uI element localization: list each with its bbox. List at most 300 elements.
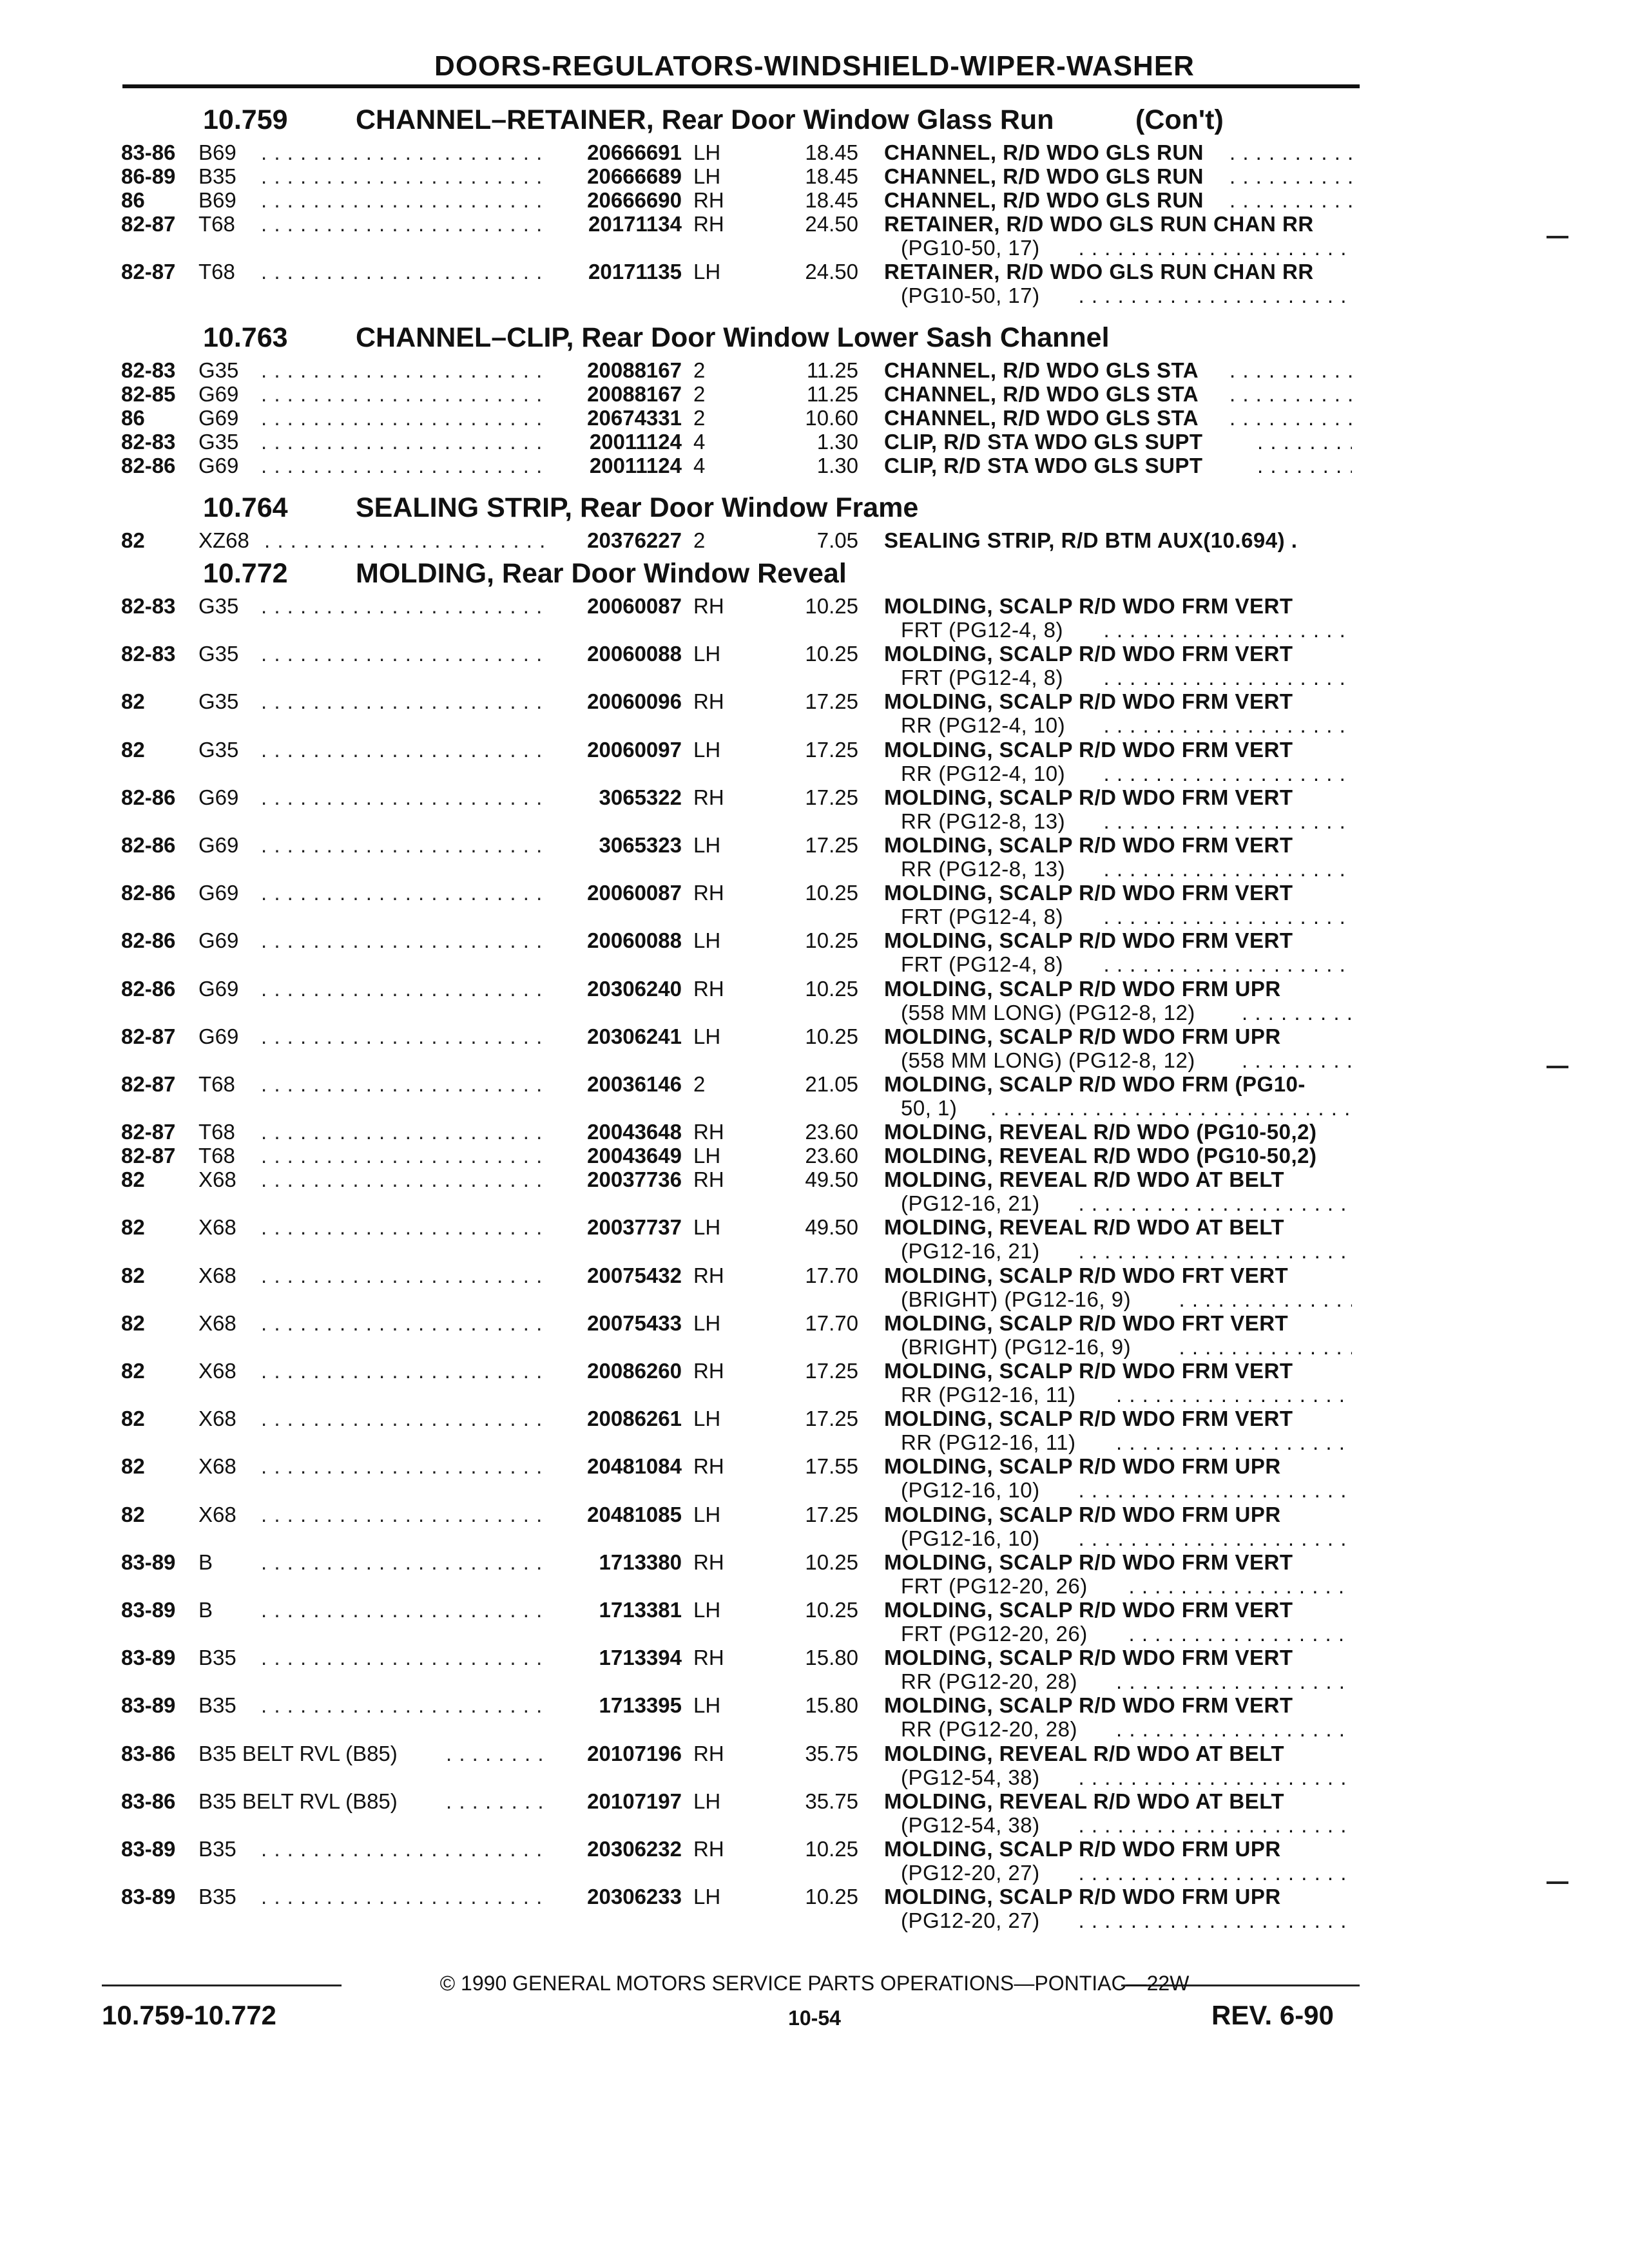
row-description-dots — [1079, 1478, 1353, 1503]
row-line — [0, 382, 1629, 407]
table-row — [0, 1742, 1629, 1789]
row-quantity: RH — [693, 1646, 724, 1670]
table-row — [0, 642, 1629, 689]
row-description-dots — [1229, 188, 1352, 213]
row-line — [0, 1503, 1629, 1527]
row-part-number: 20075432 — [587, 1263, 682, 1287]
row-part-number: 20666689 — [587, 164, 682, 188]
row-description-continued: (PG10-50, 17) — [901, 284, 1040, 307]
row-description-continued: (558 MM LONG) (PG12-8, 12) — [901, 1000, 1195, 1024]
row-quantity: LH — [693, 1598, 721, 1622]
row-description-continued: RR (PG12-4, 10) — [901, 761, 1066, 785]
row-part-number: 20481084 — [587, 1454, 682, 1479]
row-years: 83-86 — [121, 140, 176, 164]
row-price: 10.25 — [805, 1598, 858, 1622]
row-quantity: 2 — [693, 1072, 706, 1096]
row-line — [0, 1454, 1629, 1479]
section-title: MOLDING, Rear Door Window Reveal — [356, 558, 847, 589]
row-model: G69 — [198, 1024, 239, 1048]
table-row — [0, 1024, 1629, 1072]
row-description: RETAINER, R/D WDO GLS RUN CHAN RR — [884, 260, 1314, 284]
page-title: DOORS-REGULATORS-WINDSHIELD-WIPER-WASHER — [434, 50, 1195, 82]
row-description-continued: RR (PG12-4, 10) — [901, 713, 1066, 738]
row-description-continued: (PG12-16, 10) — [901, 1526, 1040, 1550]
row-line — [0, 1837, 1629, 1861]
row-part-number: 20060097 — [587, 737, 682, 762]
row-model: XZ68 — [198, 528, 249, 552]
row-description-dots — [1242, 1048, 1352, 1073]
row-years: 82-87 — [121, 1120, 176, 1144]
table-row — [0, 1503, 1629, 1550]
row-model: X68 — [198, 1263, 236, 1287]
row-part-number: 20376227 — [587, 528, 682, 552]
row-model: G69 — [198, 785, 239, 809]
row-line — [0, 594, 1629, 619]
row-part-number: 20674331 — [587, 406, 682, 430]
section-title: CHANNEL–CLIP, Rear Door Window Lower Sash Channel — [356, 322, 1110, 353]
table-row — [0, 928, 1629, 976]
row-model: B35 — [198, 1837, 236, 1861]
margin-tick — [1547, 1881, 1568, 1884]
row-quantity: 2 — [693, 382, 706, 406]
row-description-continued: FRT (PG12-4, 8) — [901, 952, 1064, 977]
section-number: 10.764 — [203, 492, 288, 523]
row-description-continued: (PG12-16, 10) — [901, 1478, 1040, 1503]
row-model: X68 — [198, 1454, 236, 1479]
table-row — [0, 212, 1629, 260]
row-quantity: 4 — [693, 454, 706, 477]
row-description: CHANNEL, R/D WDO GLS RUN — [884, 140, 1204, 164]
row-line — [0, 1168, 1629, 1192]
row-part-number: 20088167 — [587, 358, 682, 382]
row-description: MOLDING, SCALP R/D WDO FRT VERT — [884, 1311, 1289, 1335]
row-part-number: 20037736 — [587, 1168, 682, 1192]
row-model: B69 — [198, 140, 236, 164]
row-description-dots — [1229, 358, 1352, 383]
row-model: X68 — [198, 1502, 236, 1526]
row-description-continued: RR (PG12-8, 13) — [901, 809, 1066, 833]
row-description: CHANNEL, R/D WDO GLS RUN — [884, 188, 1204, 212]
row-model: X68 — [198, 1311, 236, 1335]
row-price: 18.45 — [805, 140, 858, 164]
row-years: 86 — [121, 406, 145, 430]
row-part-number: 1713395 — [599, 1693, 682, 1718]
row-part-number: 20306232 — [587, 1837, 682, 1861]
row-price: 11.25 — [806, 382, 858, 406]
row-years: 82 — [121, 1454, 145, 1479]
row-description: MOLDING, REVEAL R/D WDO (PG10-50,2) — [884, 1120, 1317, 1144]
row-line — [0, 881, 1629, 905]
row-years: 82 — [121, 1359, 145, 1383]
row-years: 82 — [121, 528, 145, 552]
row-quantity: 2 — [693, 528, 706, 552]
row-description-dots — [1079, 236, 1353, 260]
row-description-continued: FRT (PG12-20, 26) — [901, 1622, 1088, 1646]
row-years: 82 — [121, 1215, 145, 1240]
row-quantity: LH — [693, 642, 721, 666]
row-part-number: 20060087 — [587, 594, 682, 618]
row-description-dots — [1129, 1574, 1353, 1599]
table-row — [0, 1693, 1629, 1741]
row-description: MOLDING, SCALP R/D WDO FRM VERT — [884, 642, 1293, 666]
row-description: MOLDING, SCALP R/D WDO FRM VERT — [884, 881, 1293, 905]
row-description-continued: RR (PG12-16, 11) — [901, 1383, 1076, 1407]
row-part-number: 20011124 — [589, 430, 682, 454]
row-part-number: 20306233 — [587, 1885, 682, 1909]
row-description-dots — [1079, 1861, 1353, 1885]
row-description: CHANNEL, R/D WDO GLS STA — [884, 382, 1199, 406]
table-row — [0, 833, 1629, 881]
row-description-continued: 50, 1) — [901, 1096, 958, 1120]
row-model: G69 — [198, 928, 239, 953]
row-line — [0, 1120, 1629, 1144]
row-years: 86-89 — [121, 164, 176, 188]
row-years: 82-86 — [121, 785, 176, 809]
row-quantity: LH — [693, 833, 721, 857]
row-price: 21.05 — [805, 1072, 858, 1096]
row-quantity: LH — [693, 737, 721, 762]
title-rule — [122, 84, 1360, 88]
row-price: 10.25 — [805, 1837, 858, 1861]
row-part-number: 20171135 — [588, 260, 682, 284]
row-line — [0, 528, 1629, 553]
section-number: 10.772 — [203, 558, 288, 589]
row-description-continued: (BRIGHT) (PG12-16, 9) — [901, 1287, 1132, 1311]
row-description: SEALING STRIP, R/D BTM AUX(10.694) . — [884, 528, 1298, 552]
row-model: G69 — [198, 881, 239, 905]
row-description-dots — [1116, 1669, 1352, 1694]
row-price: 10.25 — [805, 1885, 858, 1909]
table-row — [0, 1646, 1629, 1693]
row-description-continued: RR (PG12-16, 11) — [901, 1430, 1076, 1455]
row-quantity: LH — [693, 1311, 721, 1335]
section-continued: (Con't) — [1135, 104, 1224, 135]
footer-page-number: 10-54 — [788, 2006, 841, 2030]
row-line — [0, 1646, 1629, 1670]
row-line — [0, 1693, 1629, 1718]
table-row — [0, 1454, 1629, 1502]
row-line — [0, 1024, 1629, 1049]
row-model: G35 — [198, 358, 239, 382]
row-quantity: RH — [693, 212, 724, 236]
row-line — [0, 358, 1629, 383]
row-description-dots — [1229, 140, 1352, 165]
row-years: 82-83 — [121, 594, 176, 618]
row-years: 83-89 — [121, 1693, 176, 1718]
row-quantity: RH — [693, 1550, 724, 1574]
row-part-number: 20011124 — [589, 454, 682, 477]
row-model: G69 — [198, 406, 239, 430]
row-description-continued: (BRIGHT) (PG12-16, 9) — [901, 1334, 1132, 1359]
row-years: 83-89 — [121, 1885, 176, 1909]
row-description-dots — [1079, 1813, 1353, 1838]
row-price: 17.25 — [805, 689, 858, 714]
row-quantity: LH — [693, 1215, 721, 1240]
row-price: 10.25 — [805, 1024, 858, 1048]
row-years: 82 — [121, 1311, 145, 1335]
row-quantity: RH — [693, 1741, 724, 1765]
row-quantity: 2 — [693, 358, 706, 382]
row-years: 83-86 — [121, 1741, 176, 1765]
row-part-number: 20060088 — [587, 642, 682, 666]
row-price: 35.75 — [805, 1741, 858, 1765]
row-model: G35 — [198, 594, 239, 618]
row-part-number: 1713381 — [599, 1598, 682, 1622]
row-quantity: LH — [693, 1885, 721, 1909]
row-years: 82 — [121, 1263, 145, 1287]
row-years: 82-87 — [121, 1144, 176, 1168]
row-years: 82-86 — [121, 881, 176, 905]
row-description-dots — [1229, 382, 1352, 407]
table-row — [0, 1168, 1629, 1215]
table-row — [0, 881, 1629, 928]
row-description-dots — [1229, 164, 1352, 189]
row-line — [0, 1359, 1629, 1383]
row-description: MOLDING, SCALP R/D WDO FRM VERT — [884, 737, 1293, 762]
row-description: MOLDING, SCALP R/D WDO FRM UPR — [884, 1885, 1281, 1909]
row-years: 83-89 — [121, 1598, 176, 1622]
row-years: 82 — [121, 689, 145, 714]
row-quantity: LH — [693, 260, 721, 284]
row-years: 83-86 — [121, 1789, 176, 1813]
row-price: 10.25 — [805, 642, 858, 666]
row-quantity: RH — [693, 976, 724, 1001]
row-model: B69 — [198, 188, 236, 212]
row-description: MOLDING, REVEAL R/D WDO AT BELT — [884, 1789, 1285, 1813]
row-model: G69 — [198, 382, 239, 406]
section-title: SEALING STRIP, Rear Door Window Frame — [356, 492, 919, 523]
row-line — [0, 406, 1629, 430]
row-line — [0, 785, 1629, 810]
row-years: 82-86 — [121, 833, 176, 857]
table-row — [0, 260, 1629, 307]
row-quantity: RH — [693, 1837, 724, 1861]
row-description: MOLDING, REVEAL R/D WDO AT BELT — [884, 1215, 1285, 1240]
row-part-number: 20043648 — [587, 1120, 682, 1144]
row-quantity: RH — [693, 785, 724, 809]
row-model: G35 — [198, 430, 239, 454]
row-part-number: 20060096 — [587, 689, 682, 714]
row-line — [0, 977, 1629, 1001]
row-description-continued: (558 MM LONG) (PG12-8, 12) — [901, 1048, 1195, 1072]
row-description-dots — [1116, 1717, 1352, 1742]
row-description: MOLDING, SCALP R/D WDO FRM VERT — [884, 1693, 1293, 1718]
row-description-continued: (PG12-16, 21) — [901, 1191, 1040, 1216]
row-description-continued: FRT (PG12-4, 8) — [901, 618, 1064, 642]
row-model: B35 — [198, 1646, 236, 1670]
row-price: 17.25 — [805, 1359, 858, 1383]
row-description: MOLDING, SCALP R/D WDO FRM VERT — [884, 594, 1293, 618]
row-part-number: 20306241 — [587, 1024, 682, 1048]
row-quantity: RH — [693, 881, 724, 905]
row-description: MOLDING, REVEAL R/D WDO AT BELT — [884, 1741, 1285, 1765]
table-row — [0, 1359, 1629, 1407]
row-price: 17.25 — [805, 833, 858, 857]
row-part-number: 20107197 — [587, 1789, 682, 1813]
row-years: 82-83 — [121, 430, 176, 454]
row-part-number: 20666691 — [587, 140, 682, 164]
row-line — [0, 1264, 1629, 1288]
row-description: MOLDING, SCALP R/D WDO FRM VERT — [884, 1550, 1293, 1574]
row-model: T68 — [198, 260, 235, 284]
row-description-dots — [1129, 1622, 1353, 1646]
row-line — [0, 928, 1629, 953]
row-part-number: 20060088 — [587, 928, 682, 953]
row-description: MOLDING, SCALP R/D WDO FRM VERT — [884, 833, 1293, 857]
row-years: 82-87 — [121, 1072, 176, 1096]
row-price: 23.60 — [805, 1120, 858, 1144]
row-quantity: LH — [693, 1407, 721, 1431]
row-line — [0, 1072, 1629, 1097]
row-model: T68 — [198, 1072, 235, 1096]
table-row — [0, 594, 1629, 642]
row-line — [0, 1885, 1629, 1909]
row-part-number: 20666690 — [587, 188, 682, 212]
row-description: MOLDING, SCALP R/D WDO FRM UPR — [884, 976, 1281, 1001]
row-description-continued: RR (PG12-8, 13) — [901, 857, 1066, 881]
margin-tick — [1547, 236, 1568, 238]
row-line — [0, 689, 1629, 714]
row-part-number: 20086260 — [587, 1359, 682, 1383]
row-price: 15.80 — [805, 1646, 858, 1670]
row-line — [0, 430, 1629, 454]
row-description: CHANNEL, R/D WDO GLS RUN — [884, 164, 1204, 188]
row-part-number: 20060087 — [587, 881, 682, 905]
row-description-dots — [1079, 284, 1353, 308]
row-description-dots — [1079, 1191, 1353, 1216]
row-model: G35 — [198, 737, 239, 762]
row-quantity: RH — [693, 188, 724, 212]
row-description: RETAINER, R/D WDO GLS RUN CHAN RR — [884, 212, 1314, 236]
row-description-dots — [1104, 809, 1353, 834]
row-years: 82-86 — [121, 454, 176, 477]
row-description-dots — [1104, 857, 1353, 881]
row-description-dots — [1179, 1287, 1353, 1312]
row-part-number: 20306240 — [587, 976, 682, 1001]
row-quantity: LH — [693, 140, 721, 164]
row-price: 17.25 — [805, 737, 858, 762]
row-price: 10.25 — [805, 976, 858, 1001]
row-model: X68 — [198, 1359, 236, 1383]
row-years: 83-89 — [121, 1550, 176, 1574]
row-years: 82-86 — [121, 928, 176, 953]
row-description: MOLDING, SCALP R/D WDO FRM UPR — [884, 1837, 1281, 1861]
row-line — [0, 1311, 1629, 1336]
footer-revision: REV. 6-90 — [1211, 2000, 1334, 2030]
row-part-number: 20171134 — [588, 212, 682, 236]
row-price: 24.50 — [805, 212, 858, 236]
row-price: 17.25 — [805, 1407, 858, 1431]
row-years: 82-87 — [121, 260, 176, 284]
row-years: 82 — [121, 1502, 145, 1526]
row-quantity: LH — [693, 164, 721, 188]
row-quantity: LH — [693, 1502, 721, 1526]
row-line — [0, 260, 1629, 284]
row-line — [0, 642, 1629, 666]
row-price: 10.25 — [805, 928, 858, 953]
row-line — [0, 140, 1629, 165]
row-description-dots — [1116, 1430, 1352, 1455]
row-part-number: 1713380 — [599, 1550, 682, 1574]
row-price: 18.45 — [805, 164, 858, 188]
row-description-dots — [1104, 952, 1353, 977]
row-part-number: 20036146 — [587, 1072, 682, 1096]
row-quantity: 4 — [693, 430, 706, 454]
margin-tick — [1547, 1066, 1568, 1068]
row-years: 82-83 — [121, 642, 176, 666]
section-number: 10.763 — [203, 322, 288, 353]
row-description-continued: FRT (PG12-4, 8) — [901, 905, 1064, 929]
row-description-dots — [1104, 713, 1353, 738]
row-price: 49.50 — [805, 1168, 858, 1192]
footer-copyright: © 1990 GENERAL MOTORS SERVICE PARTS OPERATIONS—PONTIAC—22W — [439, 1972, 1190, 1995]
row-description: MOLDING, SCALP R/D WDO FRT VERT — [884, 1263, 1289, 1287]
row-part-number: 20481085 — [587, 1502, 682, 1526]
row-model: T68 — [198, 1120, 235, 1144]
row-line — [0, 1742, 1629, 1766]
row-line — [0, 1215, 1629, 1240]
row-years: 82-83 — [121, 358, 176, 382]
row-years: 82-87 — [121, 1024, 176, 1048]
row-price: 23.60 — [805, 1144, 858, 1168]
table-row — [0, 1311, 1629, 1359]
row-price: 17.70 — [805, 1263, 858, 1287]
row-description-dots — [1104, 618, 1353, 642]
row-model: G35 — [198, 689, 239, 714]
row-price: 17.55 — [805, 1454, 858, 1479]
row-quantity: 2 — [693, 406, 706, 430]
row-description: MOLDING, SCALP R/D WDO FRM VERT — [884, 1359, 1293, 1383]
table-row — [0, 1072, 1629, 1120]
row-description-continued: (PG12-54, 38) — [901, 1812, 1040, 1837]
table-row — [0, 1550, 1629, 1598]
row-price: 17.25 — [805, 785, 858, 809]
row-description: MOLDING, SCALP R/D WDO FRM (PG10- — [884, 1072, 1306, 1096]
row-model: G35 — [198, 642, 239, 666]
row-description: MOLDING, SCALP R/D WDO FRM UPR — [884, 1454, 1281, 1479]
row-quantity: RH — [693, 689, 724, 714]
row-part-number: 20043649 — [587, 1144, 682, 1168]
row-price: 10.60 — [805, 406, 858, 430]
table-row — [0, 977, 1629, 1024]
row-price: 10.25 — [805, 881, 858, 905]
row-quantity: RH — [693, 1359, 724, 1383]
table-row — [0, 1215, 1629, 1263]
row-years: 82 — [121, 1168, 145, 1192]
footer-section-range: 10.759-10.772 — [102, 2000, 276, 2030]
row-price: 35.75 — [805, 1789, 858, 1813]
row-quantity: LH — [693, 1693, 721, 1718]
row-line — [0, 1407, 1629, 1431]
table-row — [0, 689, 1629, 737]
row-description-dots — [1079, 1908, 1353, 1933]
row-model: X68 — [198, 1168, 236, 1192]
row-part-number: 20088167 — [587, 382, 682, 406]
row-years: 82 — [121, 737, 145, 762]
row-description-dots — [1104, 905, 1353, 929]
row-description-continued: FRT (PG12-4, 8) — [901, 666, 1064, 690]
row-description: MOLDING, SCALP R/D WDO FRM UPR — [884, 1502, 1281, 1526]
row-description: MOLDING, SCALP R/D WDO FRM VERT — [884, 928, 1293, 953]
row-price: 11.25 — [806, 358, 858, 382]
row-model: G69 — [198, 833, 239, 857]
row-description-continued: RR (PG12-20, 28) — [901, 1669, 1077, 1694]
row-description: MOLDING, SCALP R/D WDO FRM VERT — [884, 689, 1293, 714]
row-description: CLIP, R/D STA WDO GLS SUPT — [884, 454, 1203, 477]
row-line — [0, 833, 1629, 858]
row-description-dots — [1079, 1526, 1353, 1551]
row-line — [0, 212, 1629, 236]
